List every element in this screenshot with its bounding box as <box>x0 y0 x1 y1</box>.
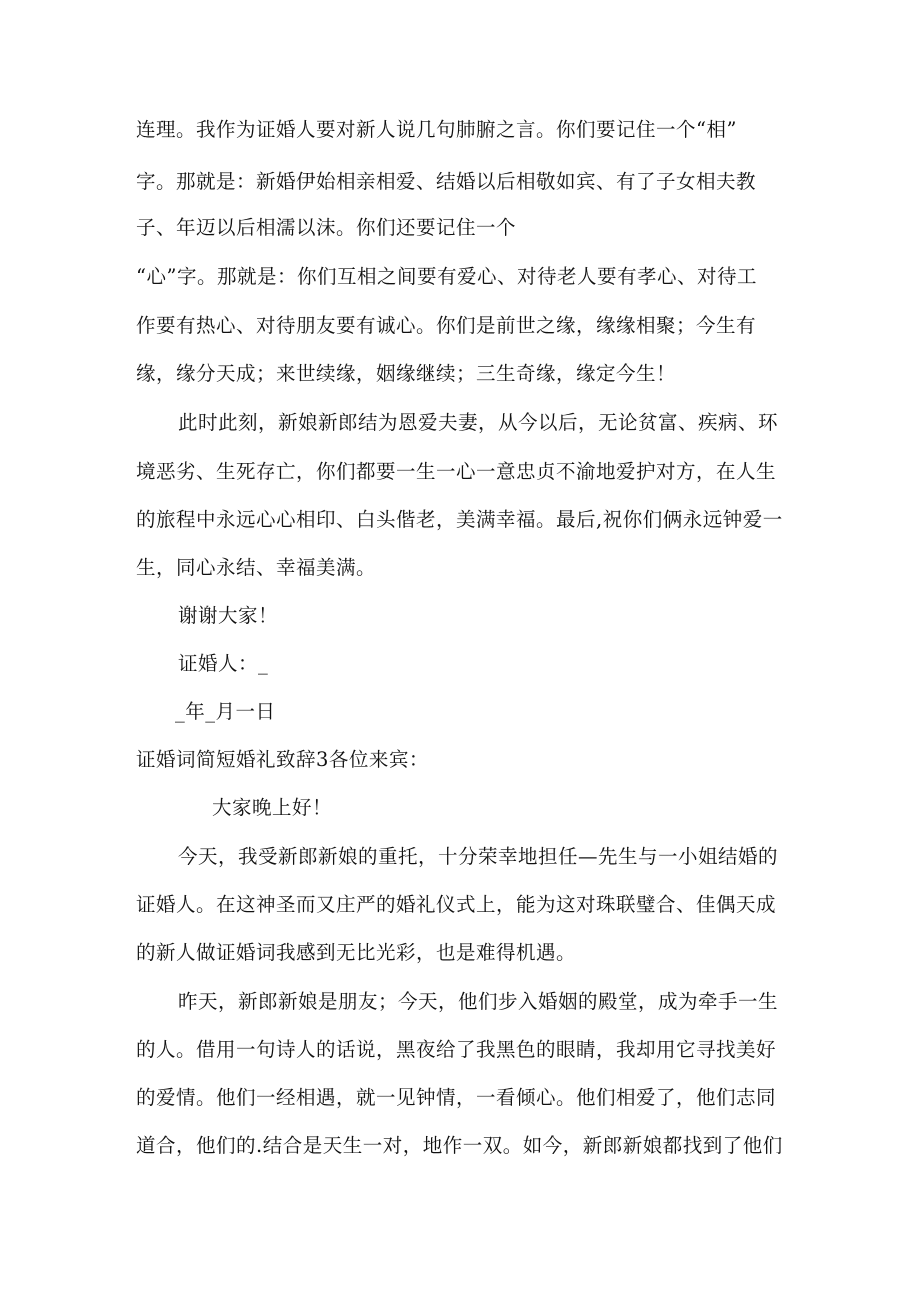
text-line: 境恶劣、生死存亡，你们都要一生一心一意忠贞不渝地爱护对方，在人生 <box>136 460 777 483</box>
text-line: 此时此刻，新娘新郎结为恩爱夫妻，从今以后，无论贫富、疾病、环 <box>178 411 779 434</box>
text-line: 缘，缘分天成；来世续缘，姻缘继续；三生奇缘，缘定今生！ <box>136 362 677 385</box>
greeting-line: 大家晚上好！ <box>212 796 333 819</box>
text-line: 昨天，新郎新娘是朋友；今天，他们步入婚姻的殿堂，成为牵手一生 <box>178 990 779 1013</box>
text-line: 证婚人。在这神圣而又庄严的婚礼仪式上，能为这对珠联璧合、佳偶天成 <box>136 893 777 916</box>
text-line: 的新人做证婚词我感到无比光彩，也是难得机遇。 <box>136 941 577 964</box>
text-line: “心”字。那就是：你们互相之间要有爱心、对待老人要有孝心、对待工 <box>136 265 757 288</box>
witness-signature-line: 证婚人：_ <box>178 652 269 675</box>
text-line: 的爱情。他们一经相遇，就一见钟情，一看倾心。他们相爱了，他们志同 <box>136 1086 777 1109</box>
text-line: 今天，我受新郎新娘的重托，十分荣幸地担任—先生与一小姐结婚的 <box>178 845 779 868</box>
text-line: 的人。借用一句诗人的话说，黑夜给了我黑色的眼睛，我却用它寻找美好 <box>136 1038 777 1061</box>
text-line: 子、年迈以后相濡以沫。你们还要记住一个 <box>136 216 517 239</box>
section-heading: 证婚词简短婚礼致辞3各位来宾： <box>136 748 429 771</box>
text-line: 作要有热心、对待朋友要有诚心。你们是前世之缘，缘缘相聚；今生有 <box>136 314 757 337</box>
text-line: 道合，他们的.结合是天生一对，地作一双。如今，新郎新娘都找到了他们 <box>136 1134 783 1157</box>
text-line: 生，同心永结、幸福美满。 <box>136 556 377 579</box>
text-line: 连理。我作为证婚人要对新人说几句肺腑之言。你们要记住一个“相” <box>136 118 737 141</box>
date-line: _年_月一日 <box>175 700 276 723</box>
text-line: 字。那就是：新婚伊始相亲相爱、结婚以后相敬如宾、有了子女相夫教 <box>136 170 757 193</box>
thanks-line: 谢谢大家！ <box>178 604 279 627</box>
text-line: 的旅程中永远心心相印、白头偕老，美满幸福。最后,祝你们俩永远钟爱一 <box>136 508 783 531</box>
